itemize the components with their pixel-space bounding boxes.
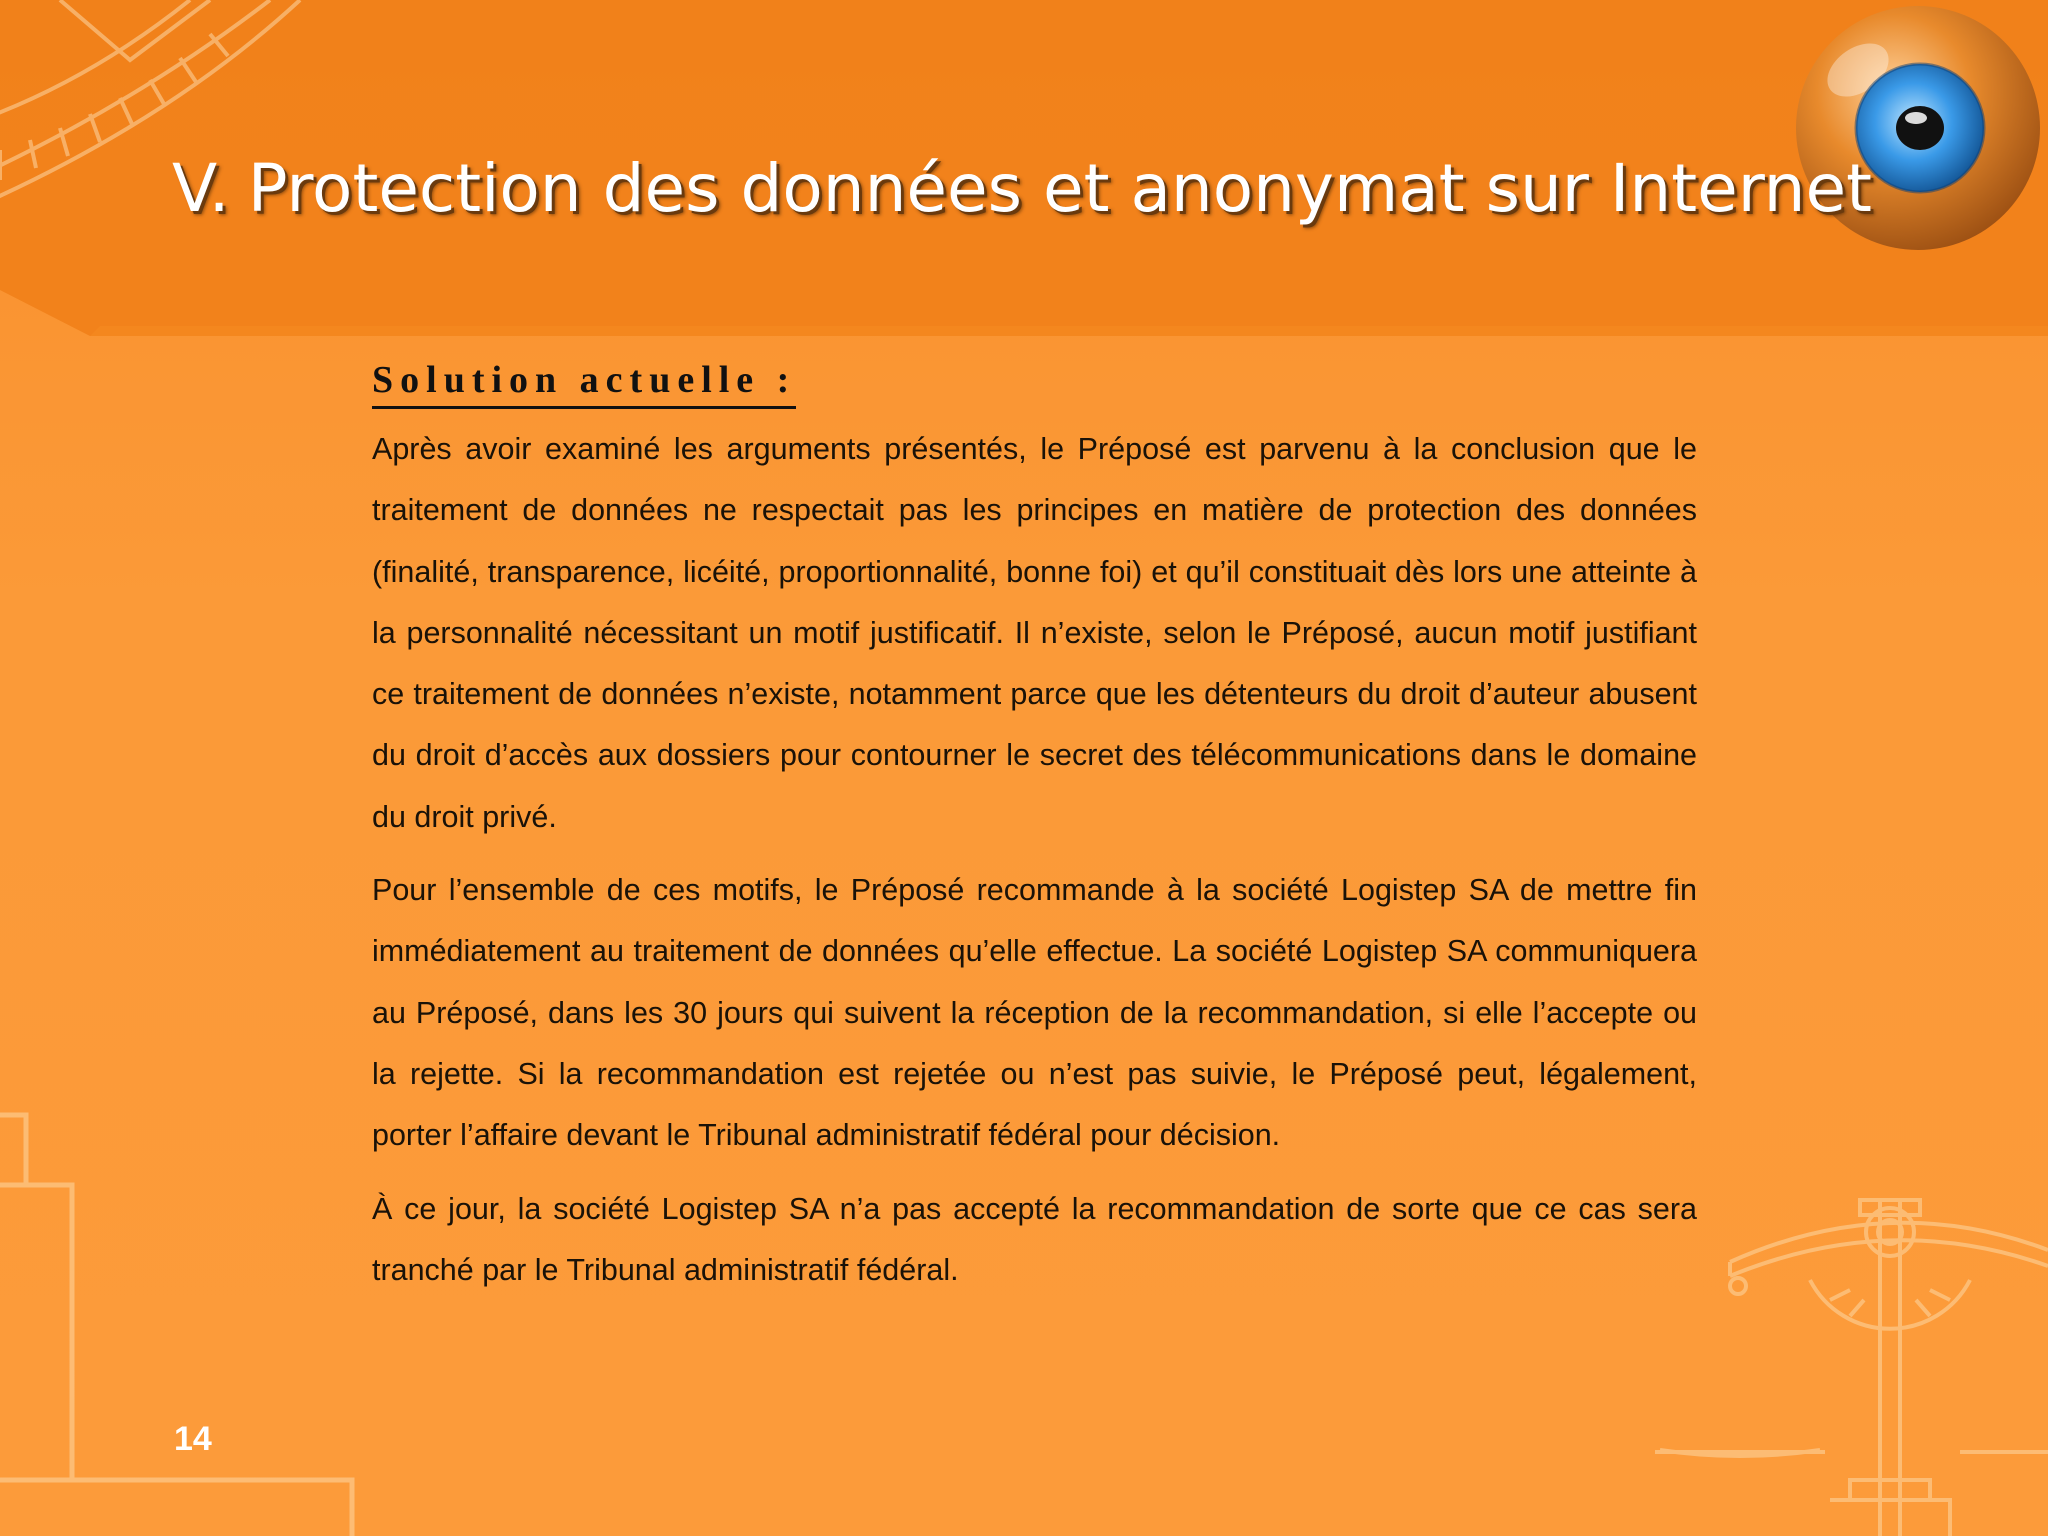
- content-area: [372, 354, 1697, 1313]
- title-text: Protection des données et anonymat sur Internet: [247, 149, 1872, 227]
- paragraph-1: Après avoir examiné les arguments présentés, le Préposé est parvenu à la conclusion que le traitement de données ne respectait pas les principes en matière de protection des données (finalité, transparence, licéité, proportionnalité, bonne foi) et qu’il constituait dès lors une atteinte à la personnalité nécessitant un motif justificatif. Il n’existe, selon le Préposé, aucun motif justifiant ce traitement de données n’existe, notamment parce que les détenteurs du droit d’auteur abusent du droit d’accès aux dossiers pour contourner le secret des télécommunications dans le domaine du droit privé.: [372, 432, 1697, 834]
- slide-title: [172, 138, 1872, 238]
- section-heading: Solution actuelle :: [372, 354, 796, 409]
- paragraph-2: Pour l’ensemble de ces motifs, le Préposé recommande à la société Logistep SA de mettre fin immédiatement au traitement de données qu’elle effectue. La société Logistep SA communiquera au Préposé, dans les 30 jours qui suivent la réception de la recommandation, si elle l’accepte ou la rejette. Si la recommandation est rejetée ou n’est pas suivie, le Préposé peut, légalement, porter l’affaire devant le Tribunal administratif fédéral pour décision.: [372, 873, 1697, 1153]
- page-number: 14: [174, 1420, 212, 1458]
- scales-of-justice-icon: [1655, 1200, 2048, 1536]
- paragraph-3: À ce jour, la société Logistep SA n’a pas accepté la recommandation de sorte que ce cas sera tranché par le Tribunal administratif fédéral.: [372, 1191, 1697, 1287]
- header-band-highlight: [90, 326, 2048, 336]
- building-steps-decoration: [0, 1115, 352, 1536]
- section-number: V.: [172, 149, 230, 227]
